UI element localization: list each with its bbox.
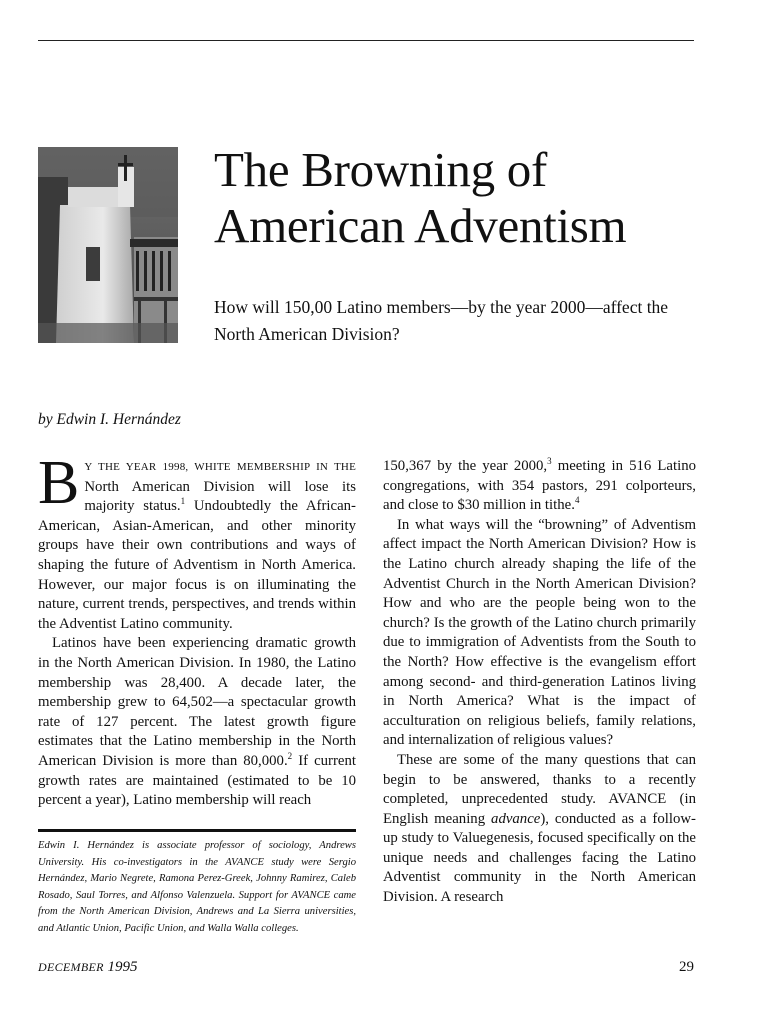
footnote-ref-4: 4 — [574, 495, 580, 506]
footnote-ref-2: 2 — [287, 750, 293, 761]
paragraph-1-text-b: Undoubtedly the African-American, Asian-American, and other minority groups have their own contributions and ways of shaping the future of Adventism in North America. However, our major focus is on illuminating the nature, current trends, perspectives, and trends within the Adventist Latino community. — [38, 498, 356, 632]
title-line-2: American Adventism — [214, 198, 627, 253]
paragraph-3: In what ways will the “browning” of Adventism affect impact the North American Division? How is the Latino church already shaping the life of the Adventist Church in the North American Division? How and who are the people being won to the church? Is the growth of the Latino church primarily due to immigration of Adventists from the South to the North? How effective is the evangelism effort among second- and third-generation Latinos living in North America? What is the impact of acculturation on religious beliefs, family relations, and internalization of religious values? — [383, 516, 696, 749]
page-number: 29 — [679, 959, 694, 975]
body-column-right — [383, 457, 696, 908]
title-line-1: The Browning of — [214, 142, 547, 197]
article-subtitle: How will 150,00 Latino members—by the year 2000—affect the North American Division? — [214, 297, 669, 344]
paragraph-1 — [38, 449, 356, 634]
footnote-ref-1: 1 — [180, 496, 186, 507]
top-rule — [38, 40, 694, 41]
issue-date — [38, 959, 137, 976]
paragraph-2-text-c: meeting in 516 Latino congregations, with 354 pastors, 291 colporteurs, and close to $30 million in tithe. — [383, 458, 696, 514]
byline: by Edwin I. Hernández — [38, 411, 181, 428]
paragraph-2-text-b: If current growth rates are maintained (estimated to be 10 percent a year), Latino membership will reach — [38, 752, 356, 809]
issue-month: DECEMBER — [38, 960, 104, 974]
author-bio: Edwin I. Hernández is associate professor of sociology, Andrews University. His co-investigators in the AVANCE study were Sergio Hernández, Mario Negrete, Ramona Perez-Greek, Johnny Ramirez, Caleb Rosado, Saul Torres, and Alfonso Valenzuela. Support for AVANCE came from the North American Division, Andrews and La Sierra universities, and Atlantic Union, Pacific Union, and Walla Walla colleges. — [38, 840, 356, 934]
paragraph-4-text-a: These are some of the many questions that can begin to be answered, thanks to a recently completed, unprecedented study. AVANCE (in English meaning — [383, 751, 696, 827]
lead-in-smallcaps: Y THE YEAR 1998, WHITE MEMBERSHIP IN THE — [84, 461, 356, 473]
drop-cap: B — [38, 449, 80, 517]
body-column-left — [38, 449, 356, 811]
paragraph-1-text-a: North American Division will lose its majority status. — [84, 478, 356, 515]
paragraph-2-text-b: 150,367 by the year 2000, — [383, 458, 548, 474]
paragraph-4-text-b: ), conducted as a follow-up study to Valuegenesis, focused specifically on the unique needs and challenges facing the Latino Adventist community in the North American Division. A research — [383, 810, 696, 906]
footnote-ref-3: 3 — [547, 456, 552, 467]
paragraph-4 — [383, 751, 696, 908]
article-title — [214, 142, 626, 254]
issue-year: 1995 — [107, 959, 138, 975]
paragraph-2 — [383, 457, 696, 516]
church-photo — [38, 147, 178, 343]
bio-rule — [38, 829, 356, 832]
paragraph-2 — [38, 634, 356, 810]
emphasis-advance: advance — [491, 810, 541, 827]
paragraph-2-text-a: Latinos have been experiencing dramatic growth in the North American Division. In 1980, the Latino membership was 28,400. A decade later, the membership grew to 64,502—a spectacular growth rate of 127 percent. The latest growth figure estimates that the Latino membership in the North American Division is more than 80,000. — [38, 635, 356, 769]
